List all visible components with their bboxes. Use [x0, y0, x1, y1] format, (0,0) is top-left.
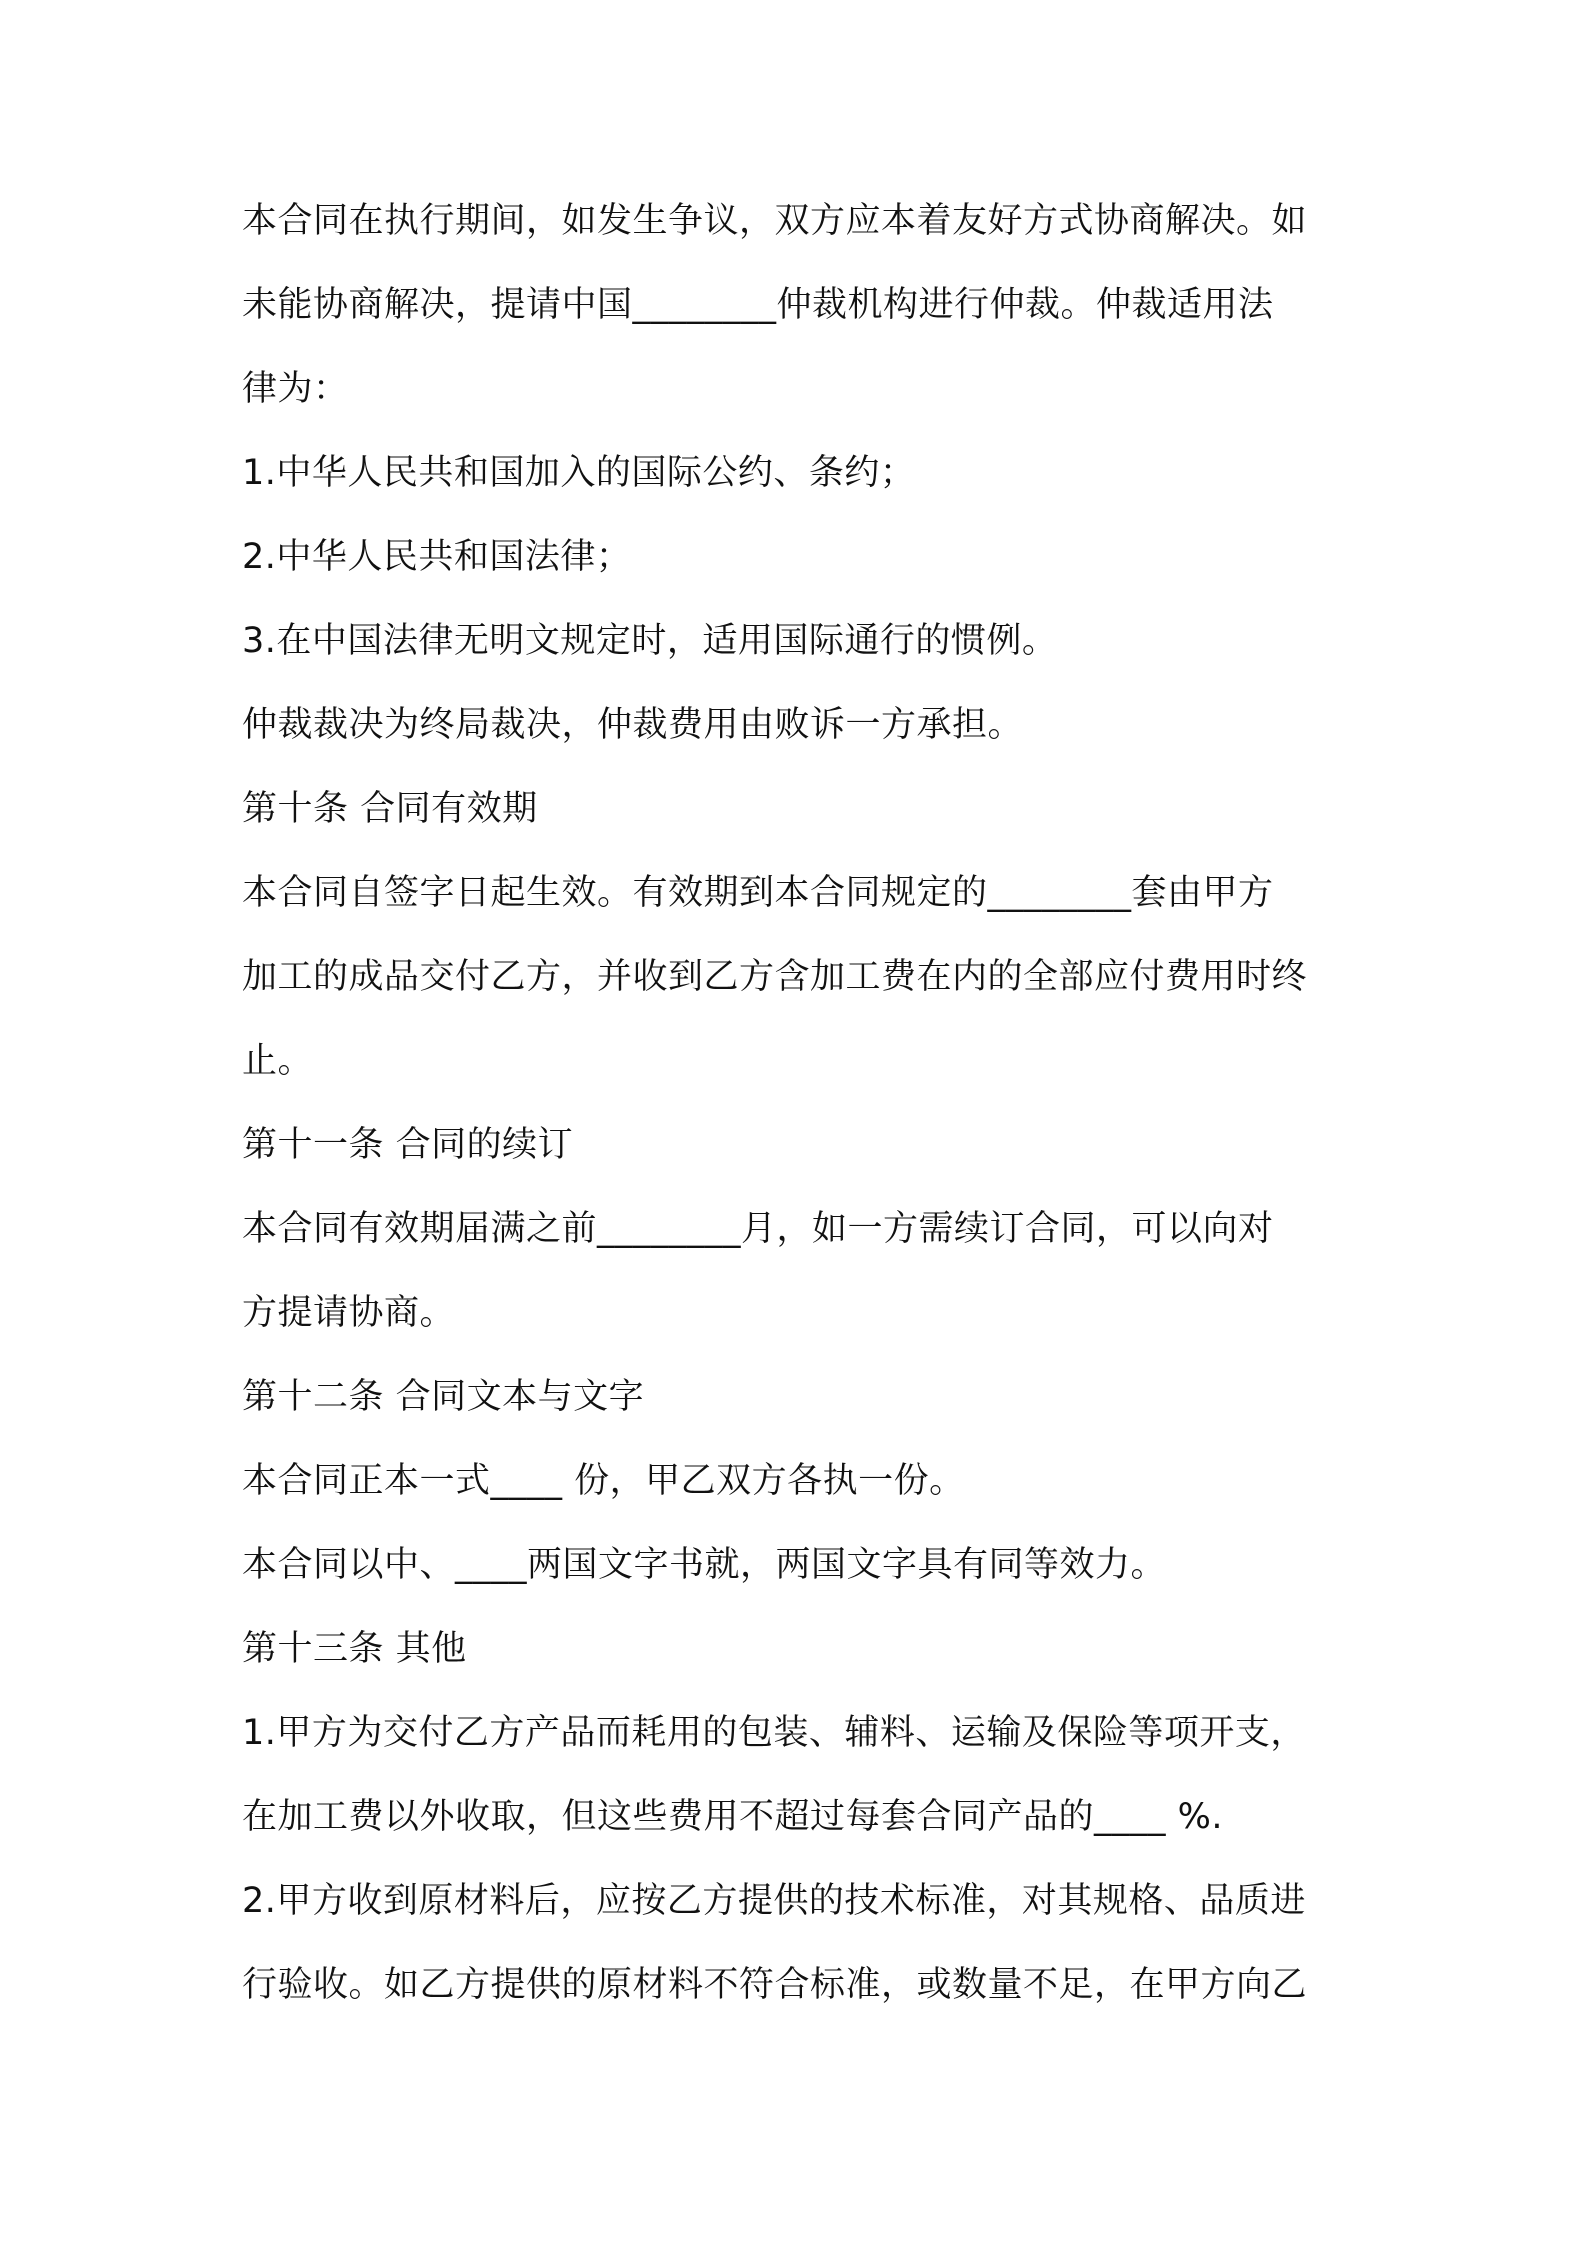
text-line: 加工的成品交付乙方，并收到乙方含加工费在内的全部应付费用时终	[242, 957, 1308, 997]
section-heading: 第十二条 合同文本与文字	[242, 1377, 645, 1417]
text-line: 止。	[242, 1041, 314, 1081]
text-line: 方提请协商。	[242, 1293, 456, 1333]
text-line: 本合同在执行期间，如发生争议，双方应本着友好方式协商解决。如	[242, 201, 1308, 241]
text-line: 2.中华人民共和国法律；	[242, 537, 632, 577]
text-line: 仲裁裁决为终局裁决，仲裁费用由败诉一方承担。	[242, 705, 1024, 745]
section-heading: 第十一条 合同的续订	[242, 1125, 574, 1165]
section-heading: 第十条 合同有效期	[242, 789, 538, 829]
text-line: 本合同有效期届满之前________月，如一方需续订合同，可以向对	[242, 1209, 1274, 1249]
text-line: 1.甲方为交付乙方产品而耗用的包装、辅料、运输及保险等项开支，	[242, 1713, 1306, 1753]
text-line: 本合同以中、____两国文字书就，两国文字具有同等效力。	[242, 1545, 1167, 1585]
text-line: 3.在中国法律无明文规定时，适用国际通行的惯例。	[242, 621, 1058, 661]
text-line: 本合同正本一式____ 份，甲乙双方各执一份。	[242, 1461, 965, 1501]
text-line: 律为：	[242, 369, 349, 409]
text-line: 1.中华人民共和国加入的国际公约、条约；	[242, 453, 916, 493]
text-line: 本合同自签字日起生效。有效期到本合同规定的________套由甲方	[242, 873, 1274, 913]
text-line: 未能协商解决，提请中国________仲裁机构进行仲裁。仲裁适用法	[242, 285, 1274, 325]
text-line: 行验收。如乙方提供的原材料不符合标准，或数量不足，在甲方向乙	[242, 1965, 1308, 2005]
text-line: 在加工费以外收取，但这些费用不超过每套合同产品的____ %.	[242, 1797, 1224, 1837]
text-line: 2.甲方收到原材料后，应按乙方提供的技术标准，对其规格、品质进	[242, 1881, 1306, 1921]
section-heading: 第十三条 其他	[242, 1629, 467, 1669]
